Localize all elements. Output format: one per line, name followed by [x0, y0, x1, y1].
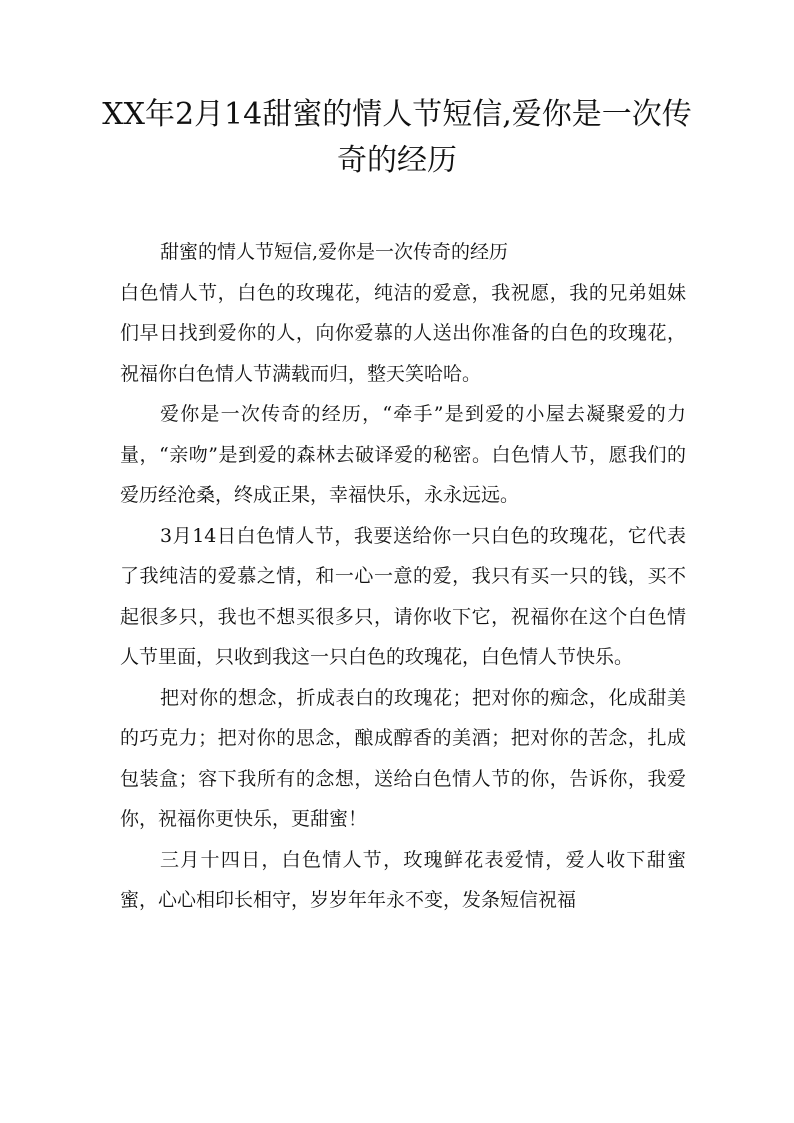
paragraph-2: 爱你是一次传奇的经历，“牵手”是到爱的小屋去凝聚爱的力量，“亲吻”是到爱的森林去破译爱的秘密。白色情人节，愿我们的爱历经沧桑，终成正果，幸福快乐，永永远远。	[120, 403, 686, 506]
paragraph-1: 白色情人节，白色的玫瑰花，纯洁的爱意，我祝愿，我的兄弟姐妹们早日找到爱你的人，向你爱慕的人送出你准备的白色的玫瑰花，祝福你白色情人节满载而归，整天笑哈哈。	[120, 281, 686, 385]
paragraph-5: 三月十四日，白色情人节，玫瑰鲜花表爱情，爱人收下甜蜜蜜，心心相印长相守，岁岁年年永不变，发条短信祝福	[120, 848, 686, 911]
paragraph-subtitle: 甜蜜的情人节短信,爱你是一次传奇的经历	[160, 241, 509, 263]
document-body	[120, 232, 686, 921]
paragraph-3: 3月14日白色情人节，我要送给你一只白色的玫瑰花，它代表了我纯洁的爱慕之情，和一心一意的爱，我只有买一只的钱，买不起很多只，我也不想买很多只，请你收下它，祝福你在这个白色情人节里面，只收到我这一只白色的玫瑰花，白色情人节快乐。	[120, 524, 686, 668]
paragraph-4: 把对你的想念，折成表白的玫瑰花；把对你的痴念，化成甜美的巧克力；把对你的思念，酿成醇香的美酒；把对你的苦念，扎成包装盒；容下我所有的念想，送给白色情人节的你，告诉你，我爱你，祝福你更快乐，更甜蜜！	[120, 686, 686, 830]
document-title: XX年2月14甜蜜的情人节短信,爱你是一次传奇的经历	[102, 97, 692, 178]
